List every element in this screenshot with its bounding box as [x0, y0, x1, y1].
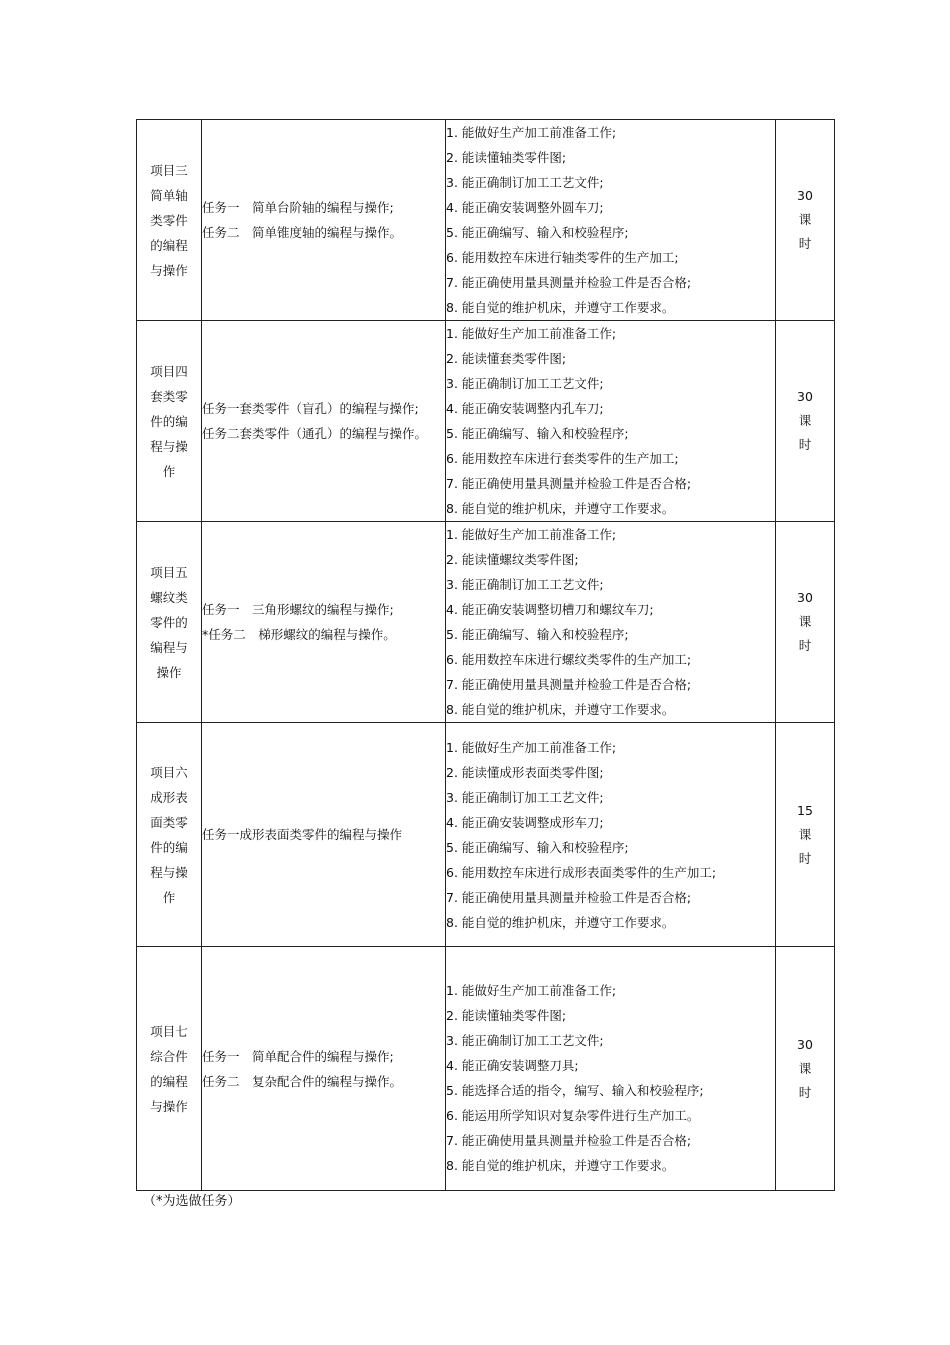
task-item: *任务二 梯形螺纹的编程与操作。: [202, 627, 396, 642]
task-item: 任务一 简单配合件的编程与操作;: [202, 1048, 394, 1064]
project-row: [137, 321, 835, 522]
goal-item: 3. 能正确制订加工工艺文件;: [446, 175, 604, 190]
goal-item: 8. 能自觉的维护机床，并遵守工作要求。: [446, 702, 675, 717]
project-title: 项目七综合件的编程与操作: [150, 1023, 188, 1114]
goal-item: 2. 能读懂螺纹类零件图;: [446, 552, 579, 567]
project-cell: [137, 321, 202, 522]
goal-item: 7. 能正确使用量具测量并检验工件是否合格;: [446, 677, 692, 692]
goal-item: 4. 能正确安装调整外圆车刀;: [446, 200, 604, 215]
goal-item: 8. 能自觉的维护机床，并遵守工作要求。: [446, 300, 675, 315]
hours-unit: 课时: [798, 826, 812, 866]
hours-cell: [776, 120, 835, 321]
project-row: [137, 522, 835, 723]
task-item: 任务一套类零件（盲孔）的编程与操作;: [202, 401, 419, 416]
hours-cell: [776, 723, 835, 947]
goal-item: 8. 能自觉的维护机床，并遵守工作要求。: [446, 914, 675, 930]
hours-cell: [776, 522, 835, 723]
goal-item: 8. 能自觉的维护机床，并遵守工作要求。: [446, 501, 675, 516]
project-title: 项目五螺纹类零件的编程与操作: [150, 564, 188, 680]
goal-item: 1. 能做好生产加工前准备工作;: [446, 527, 617, 542]
goal-item: 4. 能正确安装调整成形车刀;: [446, 814, 604, 830]
project-cell: [137, 522, 202, 723]
goal-item: 2. 能读懂成形表面类零件图;: [446, 764, 604, 780]
task-item: 任务二套类零件（通孔）的编程与操作。: [202, 426, 428, 441]
project-cell: [137, 723, 202, 947]
optional-task-note: （*为选做任务）: [143, 1194, 241, 1209]
goals-cell: [446, 723, 776, 947]
task-item: 任务一 三角形螺纹的编程与操作;: [202, 602, 394, 617]
goal-item: 5. 能正确编写、输入和校验程序;: [446, 426, 629, 441]
project-row: [137, 947, 835, 1191]
goal-item: 7. 能正确使用量具测量并检验工件是否合格;: [446, 1132, 692, 1148]
project-row: [137, 120, 835, 321]
goal-item: 1. 能做好生产加工前准备工作;: [446, 982, 617, 998]
goal-item: 6. 能用数控车床进行套类零件的生产加工;: [446, 451, 679, 466]
goal-item: 2. 能读懂套类零件图;: [446, 351, 567, 366]
project-cell: [137, 120, 202, 321]
hours-value: 30: [797, 1036, 813, 1052]
goal-item: 1. 能做好生产加工前准备工作;: [446, 326, 617, 341]
goals-cell: [446, 947, 776, 1191]
task-item: 任务一 简单台阶轴的编程与操作;: [202, 200, 394, 215]
project-cell: [137, 947, 202, 1191]
course-table: [136, 119, 835, 1191]
project-title: 项目四套类零件的编程与操作: [150, 363, 188, 479]
hours-unit: 课时: [798, 1060, 812, 1100]
hours-value: 30: [797, 590, 813, 605]
hours-cell: [776, 947, 835, 1191]
goal-item: 1. 能做好生产加工前准备工作;: [446, 125, 617, 140]
tasks-cell: [202, 723, 446, 947]
goal-item: 5. 能正确编写、输入和校验程序;: [446, 225, 629, 240]
hours-unit: 课时: [798, 614, 812, 653]
hours-value: 30: [797, 188, 813, 203]
project-title: 项目六成形表面类零件的编程与操作: [150, 764, 188, 905]
goal-item: 3. 能正确制订加工工艺文件;: [446, 577, 604, 592]
goal-item: 8. 能自觉的维护机床，并遵守工作要求。: [446, 1157, 675, 1173]
goal-item: 4. 能正确安装调整刀具;: [446, 1057, 579, 1073]
goal-item: 3. 能正确制订加工工艺文件;: [446, 789, 604, 805]
goal-item: 5. 能正确编写、输入和校验程序;: [446, 627, 629, 642]
goals-cell: [446, 120, 776, 321]
project-title: 项目三简单轴类零件的编程与操作: [150, 162, 188, 278]
goal-item: 6. 能用数控车床进行轴类零件的生产加工;: [446, 250, 679, 265]
task-item: 任务二 简单锥度轴的编程与操作。: [202, 225, 403, 240]
hours-cell: [776, 321, 835, 522]
tasks-cell: [202, 522, 446, 723]
goal-item: 4. 能正确安装调整内孔车刀;: [446, 401, 604, 416]
goal-item: 1. 能做好生产加工前准备工作;: [446, 739, 617, 755]
goal-item: 7. 能正确使用量具测量并检验工件是否合格;: [446, 889, 692, 905]
goal-item: 6. 能运用所学知识对复杂零件进行生产加工。: [446, 1107, 700, 1123]
goals-cell: [446, 522, 776, 723]
project-row: [137, 723, 835, 947]
hours-unit: 课时: [798, 212, 812, 251]
task-item: 任务二 复杂配合件的编程与操作。: [202, 1073, 403, 1089]
tasks-cell: [202, 321, 446, 522]
goals-cell: [446, 321, 776, 522]
hours-unit: 课时: [798, 413, 812, 452]
goal-item: 6. 能用数控车床进行成形表面类零件的生产加工;: [446, 864, 717, 880]
goal-item: 6. 能用数控车床进行螺纹类零件的生产加工;: [446, 652, 692, 667]
goal-item: 7. 能正确使用量具测量并检验工件是否合格;: [446, 476, 692, 491]
goal-item: 5. 能选择合适的指令，编写、输入和校验程序;: [446, 1082, 704, 1098]
goal-item: 2. 能读懂轴类零件图;: [446, 150, 567, 165]
goal-item: 2. 能读懂轴类零件图;: [446, 1007, 567, 1023]
tasks-cell: [202, 947, 446, 1191]
goal-item: 7. 能正确使用量具测量并检验工件是否合格;: [446, 275, 692, 290]
hours-value: 30: [797, 389, 813, 404]
tasks-cell: [202, 120, 446, 321]
goal-item: 3. 能正确制订加工工艺文件;: [446, 1032, 604, 1048]
hours-value: 15: [797, 802, 813, 818]
goal-item: 4. 能正确安装调整切槽刀和螺纹车刀;: [446, 602, 654, 617]
goal-item: 5. 能正确编写、输入和校验程序;: [446, 839, 629, 855]
goal-item: 3. 能正确制订加工工艺文件;: [446, 376, 604, 391]
task-item: 任务一成形表面类零件的编程与操作: [202, 827, 403, 842]
